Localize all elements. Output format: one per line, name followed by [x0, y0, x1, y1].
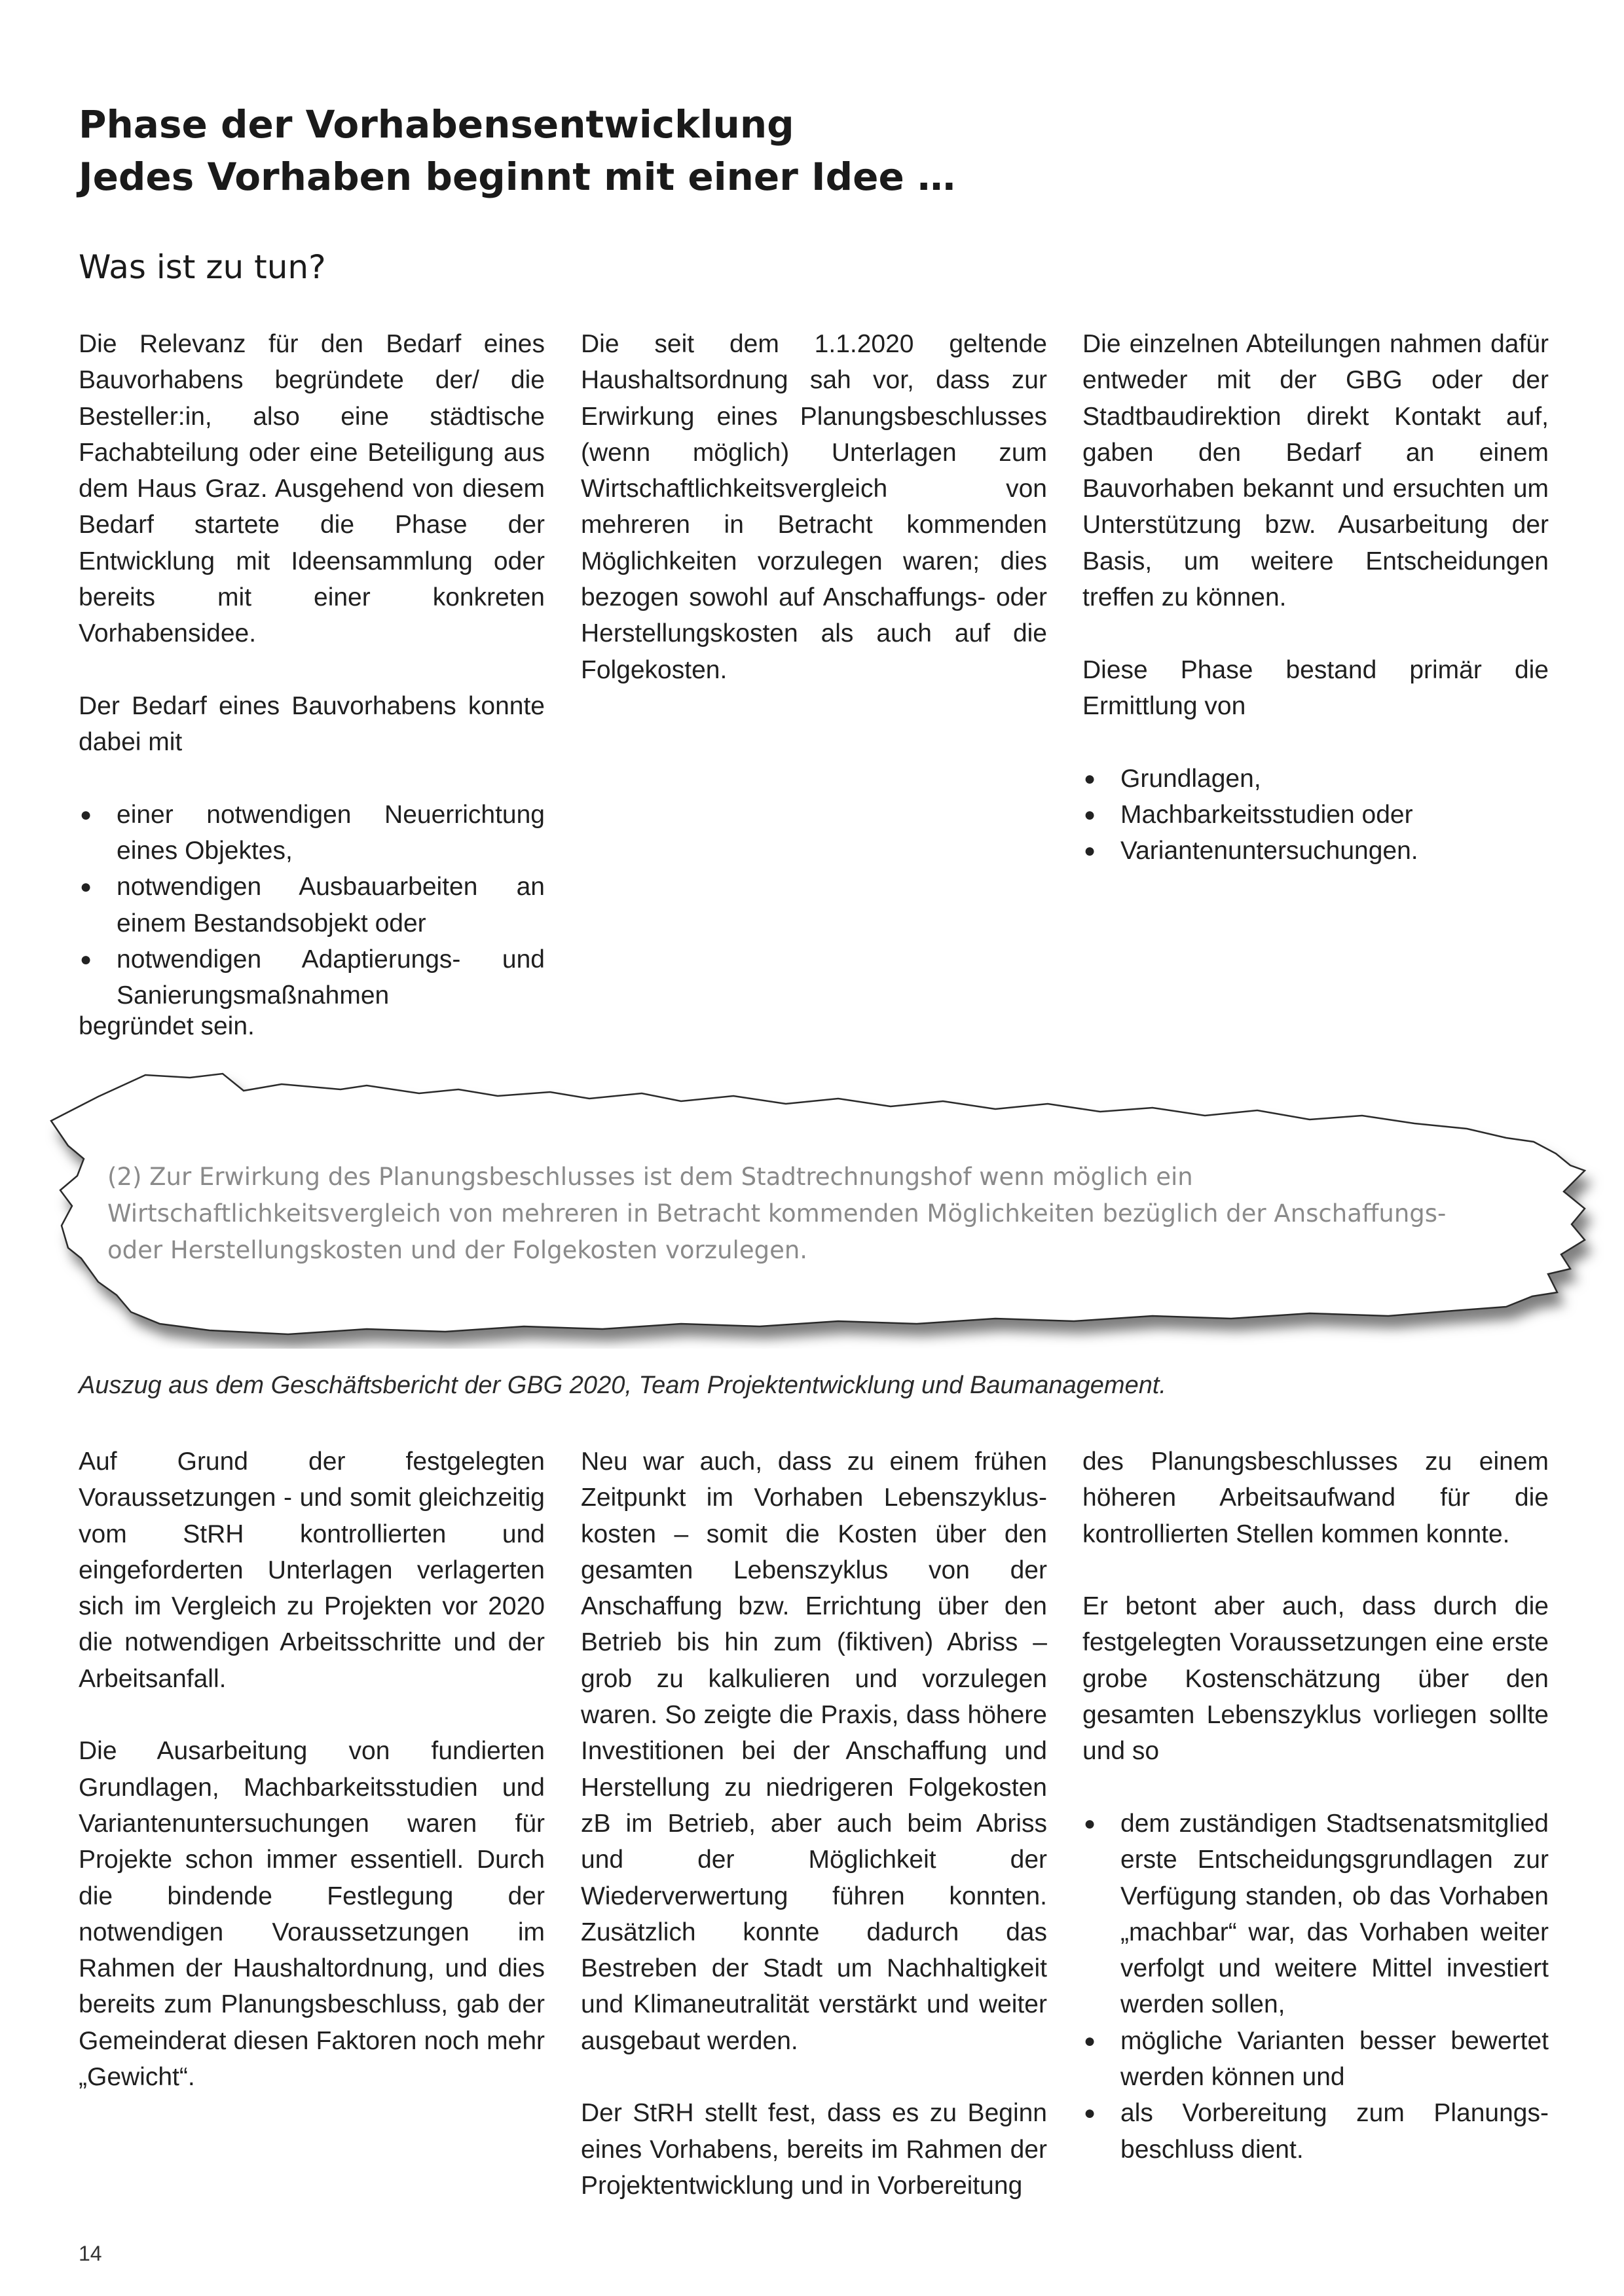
list-item — [79, 869, 545, 941]
list-item — [79, 941, 545, 1014]
section-heading: Was ist zu tun? — [79, 248, 326, 286]
paragraph: Auf Grund der festgelegten Voraussetzungen - und somit gleichzeitig vom StRH kontrollierten und eingeforderten Unterlagen verlagerten sich im Vergleich zu Projekten vor 2020 die notwendigen Arbeitsschritte und der Arbeitsanfall. — [79, 1448, 545, 1693]
bullet-list — [79, 797, 545, 1014]
excerpt-caption: Auszug aus dem Geschäftsbericht der GBG 2020, Team Projektentwicklung und Baumanagement. — [79, 1372, 1166, 1399]
list-item — [1082, 1806, 1549, 2023]
bullet-icon: ● — [1084, 2102, 1096, 2124]
paragraph: Die Relevanz für den Bedarf eines Bauvorhabens begründete der/ die Besteller:in, also eine städtische Fachabteilung oder eine Beteiligung aus dem Haus Graz. Ausgehend von diesem Bedarf startete die Phase der Entwicklung mit Ideensammlung oder bereits mit einer konkreten Vorhabensidee. — [79, 330, 545, 648]
bullet-icon: ● — [80, 803, 92, 826]
paragraph: Neu war auch, dass zu einem frühen Zeitpunkt im Vorhaben Lebenszykluskosten – somit die Kosten über den gesamten Lebenszyklus von der Anschaffung bzw. Errichtung über den Betrieb bis hin zum (fiktiven) Abriss – grob zu kalkulieren und vorzulegen waren. So zeigte die Praxis, dass höhere Investitionen bei der Anschaffung und Herstellung zu niedrigeren Folgekosten zB im Betrieb, aber auch beim Abriss und der Möglichkeit der Wiederverwertung führen konnten. Zusätzlich konnte dadurch das Bestreben der Stadt um Nachhaltigkeit und Klimaneutralität verstärkt und weiter ausgebaut werden. — [581, 1448, 1047, 2055]
list-item-text: einer notwendigen Neuerrichtung eines Objektes, — [117, 800, 545, 866]
bullet-icon: ● — [1084, 1812, 1096, 1834]
bullet-icon: ● — [1084, 840, 1096, 862]
bullet-list — [1082, 761, 1549, 869]
list-item — [1082, 797, 1549, 833]
analysis-column-3 — [1082, 1444, 1549, 2204]
intro-column-1 — [79, 326, 545, 1050]
excerpt-text: (2) Zur Erwirkung des Planungsbeschlusses ist dem Stadtrechnungshof wenn möglich ein Wirtschaftlichkeitsvergleich von mehreren in Betracht kommenden Möglichkeiten bezüglich der Anschaffungs- oder Herstellungskosten und der Folgekosten vorzulegen. — [107, 1163, 1447, 1264]
excerpt-clipping — [0, 1061, 1624, 1349]
bullet-icon: ● — [80, 876, 92, 898]
list-item-text: Machbarkeitsstudien oder — [1120, 800, 1413, 829]
list-item — [79, 797, 545, 869]
bullet-icon: ● — [1084, 2030, 1096, 2052]
list-item-text: mögliche Varianten besser bewertet werden können und — [1120, 2026, 1549, 2092]
closing-line: begründet sein. — [79, 1012, 255, 1040]
list-item-text: notwendigen Ausbauarbeiten an einem Bestandsobjekt oder — [117, 873, 545, 938]
list-item — [1082, 761, 1549, 797]
title-line-1: Phase der Vorhabensentwicklung — [79, 102, 794, 147]
analysis-column-1 — [79, 1444, 545, 2132]
bullet-icon: ● — [1084, 803, 1096, 826]
page-number: 14 — [79, 2242, 102, 2265]
list-item-text: Variantenuntersuchungen. — [1120, 837, 1418, 866]
paragraph: des Planungsbeschlusses zu einem höheren Arbeitsaufwand für die kontrollierten Stellen kommen konnte. — [1082, 1448, 1549, 1548]
list-item-text: als Vorbereitung zum Planungsbeschluss dient. — [1120, 2099, 1549, 2164]
bullet-list — [1082, 1806, 1549, 2168]
paragraph: Die Ausarbeitung von fundierten Grundlagen, Machbarkeitsstudien und Variantenuntersuchungen waren für Projekte schon immer essentiell. Durch die bindende Festlegung der notwendigen Voraussetzungen im Rahmen der Haushaltordnung, und dies bereits zum Planungsbeschluss, gab der Gemeinderat diesen Faktoren noch mehr „Gewicht“. — [79, 1737, 545, 2092]
intro-column-2 — [581, 326, 1047, 724]
paragraph: Diese Phase bestand primär die Ermittlung von — [1082, 655, 1549, 720]
list-item — [1082, 833, 1549, 869]
list-item-text: notwendigen Adaptierungs- und Sanierungsmaßnahmen — [117, 945, 545, 1010]
page-title — [79, 98, 955, 203]
paragraph: Er betont aber auch, dass durch die festgelegten Voraussetzungen eine erste grobe Kostenschätzung über den gesamten Lebenszyklus vorliegen sollte und so — [1082, 1592, 1549, 1766]
list-item — [1082, 2095, 1549, 2168]
bullet-icon: ● — [80, 949, 92, 971]
title-line-2: Jedes Vorhaben beginnt mit einer Idee … — [79, 155, 956, 199]
paragraph: Der Bedarf eines Bauvorhabens konnte dabei mit — [79, 691, 545, 757]
intro-column-3 — [1082, 326, 1549, 905]
paragraph: Die seit dem 1.1.2020 geltende Haushaltsordnung sah vor, dass zur Erwirkung eines Planungsbeschlusses (wenn möglich) Unterlagen zum Wirtschaftlichkeitsvergleich von mehreren in Betracht kommenden Möglichkeiten vorzulegen waren; dies bezogen sowohl auf Anschaffungs- oder Herstellungskosten als auch auf die Folgekosten. — [581, 330, 1047, 684]
list-item — [1082, 2023, 1549, 2096]
paragraph: Der StRH stellt fest, dass es zu Beginn eines Vorhabens, bereits im Rahmen der Projektentwicklung und in Vorbereitung — [581, 2099, 1047, 2200]
bullet-icon: ● — [1084, 767, 1096, 790]
analysis-column-2 — [581, 1444, 1047, 2240]
list-item-text: Grundlagen, — [1120, 764, 1261, 793]
paragraph: Die einzelnen Abteilungen nahmen dafür entweder mit der GBG oder der Stadtbaudirektion direkt Kontakt auf, gaben den Bedarf an einem Bauvorhaben bekannt und ersuchten um Unterstützung bzw. Ausarbeitung der Basis, um weitere Entscheidungen treffen zu können. — [1082, 330, 1549, 612]
list-item-text: dem zuständigen Stadtsenatsmitglied erste Entscheidungsgrundlagen zur Verfügung standen, ob das Vorhaben „machbar“ war, das Vorhaben weiter verfolgt und weitere Mittel investiert werden sollen, — [1120, 1809, 1549, 2019]
